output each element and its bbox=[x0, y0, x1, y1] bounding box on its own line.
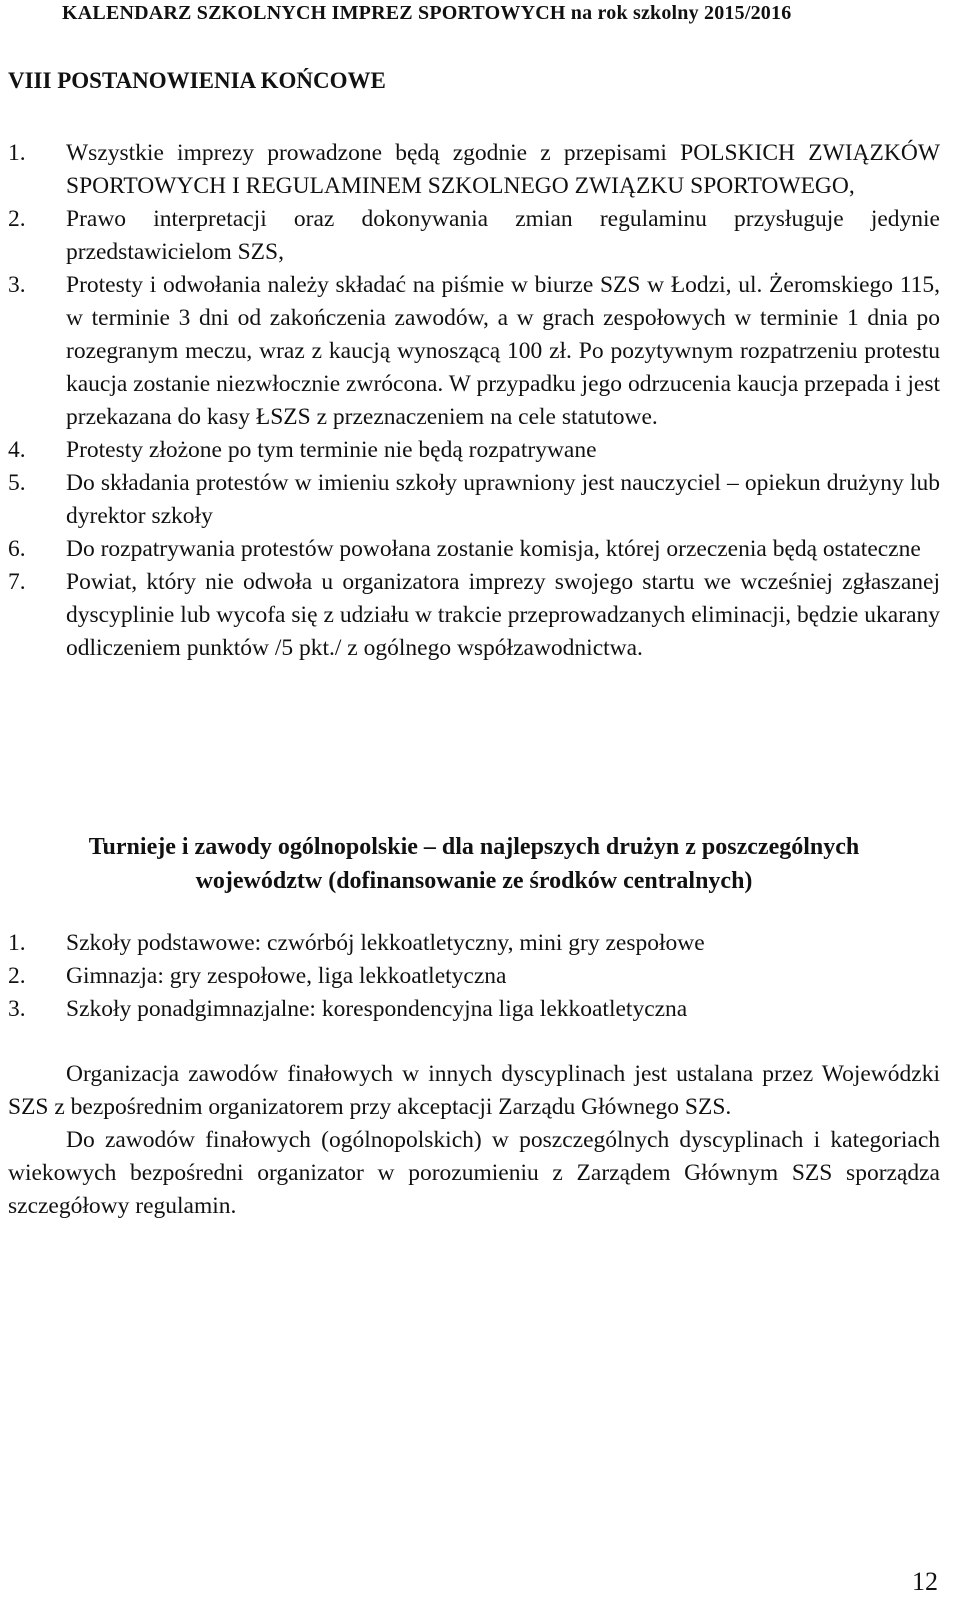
list-item-number: 7. bbox=[8, 569, 26, 595]
paragraph: Organizacja zawodów finałowych w innych dyscyplinach jest ustalana przez Wojewódzki SZS z bezpośrednim organizatorem przy akceptacji Zarządu Głównego SZS. bbox=[8, 1061, 940, 1120]
list-item-number: 6. bbox=[8, 536, 26, 562]
list-item-text: Do składania protestów w imieniu szkoły uprawniony jest nauczyciel – opiekun drużyny lub dyrektor szkoły bbox=[66, 470, 940, 529]
tournaments-heading-line2: województw (dofinansowanie ze środków centralnych) bbox=[195, 868, 753, 894]
running-header: KALENDARZ SZKOLNYCH IMPREZ SPORTOWYCH na rok szkolny 2015/2016 bbox=[62, 2, 792, 24]
list-item bbox=[8, 960, 940, 993]
list-item-number: 1. bbox=[8, 140, 26, 166]
list-item-number: 1. bbox=[8, 930, 26, 956]
list-item-number: 2. bbox=[8, 206, 26, 232]
list-item-text: Powiat, który nie odwoła u organizatora imprezy swojego startu we wcześniej zgłaszanej dyscyplinie lub wycofa się z udziału w trakcie przeprowadzanych eliminacji, będzie ukarany odliczeniem punktów /5 pkt./ z ogólnego współzawodnictwa. bbox=[66, 569, 940, 661]
list-item bbox=[8, 927, 940, 960]
list-item bbox=[8, 203, 940, 269]
tournaments-list bbox=[8, 927, 940, 1026]
list-item-number: 4. bbox=[8, 437, 26, 463]
list-item-number: 3. bbox=[8, 272, 26, 298]
tournaments-heading-line1: Turnieje i zawody ogólnopolskie – dla najlepszych drużyn z poszczególnych bbox=[88, 834, 860, 860]
list-item bbox=[8, 993, 940, 1026]
list-item-text: Szkoły ponadgimnazjalne: korespondencyjna liga lekkoatletyczna bbox=[66, 996, 688, 1022]
section-title: VIII POSTANOWIENIA KOŃCOWE bbox=[8, 68, 386, 93]
list-item-text: Gimnazja: gry zespołowe, liga lekkoatletyczna bbox=[66, 963, 507, 989]
list-item bbox=[8, 533, 940, 566]
list-item-text: Wszystkie imprezy prowadzone będą zgodnie z przepisami POLSKICH ZWIĄZKÓW SPORTOWYCH I REGULAMINEM SZKOLNEGO ZWIĄZKU SPORTOWEGO, bbox=[66, 140, 940, 199]
list-item-text: Do rozpatrywania protestów powołana zostanie komisja, której orzeczenia będą ostateczne bbox=[66, 536, 921, 562]
list-item-text: Prawo interpretacji oraz dokonywania zmian regulaminu przysługuje jedynie przedstawicielom SZS, bbox=[66, 206, 940, 265]
list-item bbox=[8, 566, 940, 665]
list-item-text: Protesty złożone po tym terminie nie będą rozpatrywane bbox=[66, 437, 597, 463]
list-item-number: 2. bbox=[8, 963, 26, 989]
list-item bbox=[8, 467, 940, 533]
list-item-text: Protesty i odwołania należy składać na piśmie w biurze SZS w Łodzi, ul. Żeromskiego 115, w terminie 3 dni od zakończenia zawodów, a w grach zespołowych w terminie 1 dnia po rozegranym meczu, wraz z kaucją wynoszącą 100 zł. Po pozytywnym rozpatrzeniu protestu kaucja zostanie niezwłocznie zwrócona. W przypadku jego odrzucenia kaucja przepada i jest przekazana do kasy ŁSZS z przeznaczeniem na cele statutowe. bbox=[66, 272, 940, 430]
list-item-number: 3. bbox=[8, 996, 26, 1022]
list-item-text: Szkoły podstawowe: czwórbój lekkoatletyczny, mini gry zespołowe bbox=[66, 930, 705, 956]
final-provisions-list bbox=[8, 137, 940, 665]
list-item bbox=[8, 137, 940, 203]
tournaments-heading bbox=[8, 830, 940, 898]
list-item bbox=[8, 269, 940, 434]
list-item bbox=[8, 434, 940, 467]
list-item-number: 5. bbox=[8, 470, 26, 496]
tournaments-paragraphs bbox=[8, 1058, 940, 1223]
paragraph: Do zawodów finałowych (ogólnopolskich) w poszczególnych dyscyplinach i kategoriach wiekowych bezpośredni organizator w porozumieniu z Zarządem Głównym SZS sporządza szczegółowy regulamin. bbox=[8, 1127, 940, 1219]
page-number: 12 bbox=[912, 1567, 938, 1596]
